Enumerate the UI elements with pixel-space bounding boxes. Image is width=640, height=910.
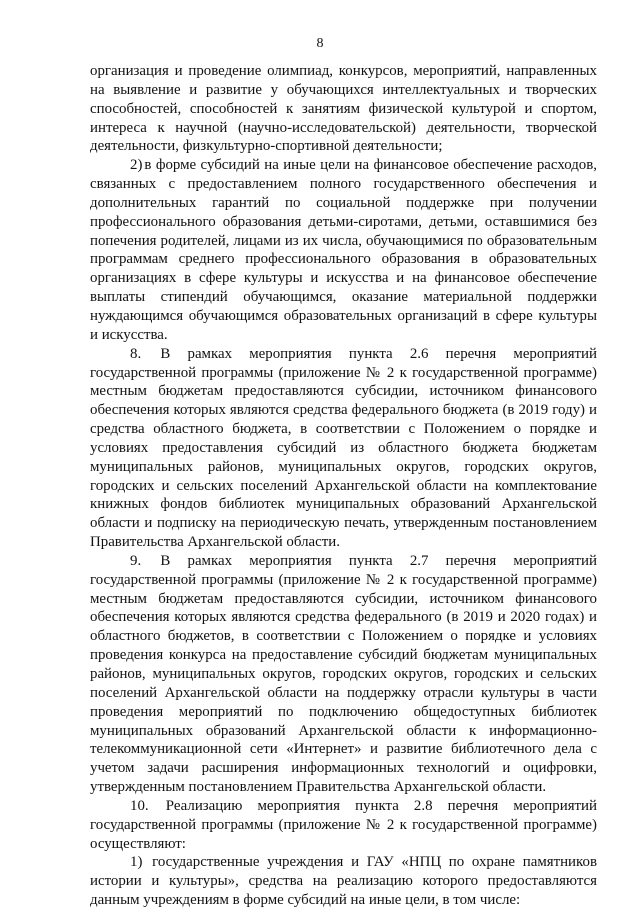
paragraph-item-2 xyxy=(90,156,597,344)
page-number: 8 xyxy=(316,36,324,51)
paragraph-text: в форме субсидий на иные цели на финансовое обеспечение расходов, связанных с предоставлением полного государственного обеспечения и дополнительных гарантий по социальной поддержке при получении профессионального образования детьми-сиротами, детьми, оставшимися без попечения родителей, лицами из их числа, обучающимися по образовательным программам среднего профессионального образования в образовательных организациях в сфере культуры и искусства и на финансовое обеспечение выплаты стипендий обучающимся, оказание материальной поддержки нуждающимся обучающимся образовательных организаций в сфере культуры и искусства. xyxy=(90,157,597,343)
paragraph-text: В рамках мероприятия пункта 2.6 перечня мероприятий государственной программы (приложение № 2 к государственной программе) местным бюджетам предоставляются субсидии, источником финансового обеспечения которых являются средства федерального бюджета (в 2019 году) и средства областного бюджета, в соответствии с Положением о порядке и условиях предоставления субсидий из областного бюджета бюджетам муниципальных районов, муниципальных округов, городских округов, городских и сельских поселений Архангельской области на комплектование книжных фондов библиотек муниципальных образований Архангельской области и подписку на периодическую печать, утвержденным постановлением Правительства Архангельской области. xyxy=(90,345,597,551)
paragraph-section-10 xyxy=(90,797,597,854)
paragraph-number: 1) xyxy=(130,854,143,871)
paragraph-item-1 xyxy=(90,853,597,910)
paragraph-text: организация и проведение олимпиад, конкурсов, мероприятий, направленных на выявление и развитие у обучающихся интеллектуальных и творческих способностей, способностей к занятиям физической культурой и спортом, интереса к научной (научно-исследовательской) деятельности, творческой деятельности, физкультурно-спортивной деятельности; xyxy=(90,63,597,155)
paragraph-number: 8. xyxy=(130,345,142,362)
paragraph-number: 10. xyxy=(130,797,149,814)
paragraph-text: Реализацию мероприятия пункта 2.8 перечня мероприятий государственной программы (приложение № 2 к государственной программе) осуществляют: xyxy=(90,797,597,852)
document-body xyxy=(90,62,597,910)
paragraph-text: государственные учреждения и ГАУ «НПЦ по охране памятников истории и культуры», средства на реализацию которого предоставляются данным учреждениям в форме субсидий на иные цели, в том числе: xyxy=(90,854,597,909)
paragraph-text: В рамках мероприятия пункта 2.7 перечня мероприятий государственной программы (приложение № 2 к государственной программе) местным бюджетам предоставляются субсидии, источником финансового обеспечения которых являются средства федерального (в 2019 и 2020 годах) и областного бюджетов, в соответствии с Положением о порядке и условиях проведения конкурса на предоставление субсидий бюджетам муниципальных районов, муниципальных округов, городских округов, городских и сельских поселений Архангельской области на поддержку отрасли культуры в части проведения мероприятий по подключению общедоступных библиотек муниципальных образований Архангельской области к информационно-телекоммуникационной сети «Интернет» и развитие библиотечного дела с учетом задачи расширения информационных технологий и оцифровки, утвержденным постановлением Правительства Архангельской области. xyxy=(90,552,597,796)
paragraph-number: 9. xyxy=(130,552,142,569)
paragraph-continuation xyxy=(90,62,597,156)
paragraph-number: 2) xyxy=(130,157,143,174)
paragraph-section-9 xyxy=(90,552,597,797)
paragraph-section-8 xyxy=(90,345,597,552)
